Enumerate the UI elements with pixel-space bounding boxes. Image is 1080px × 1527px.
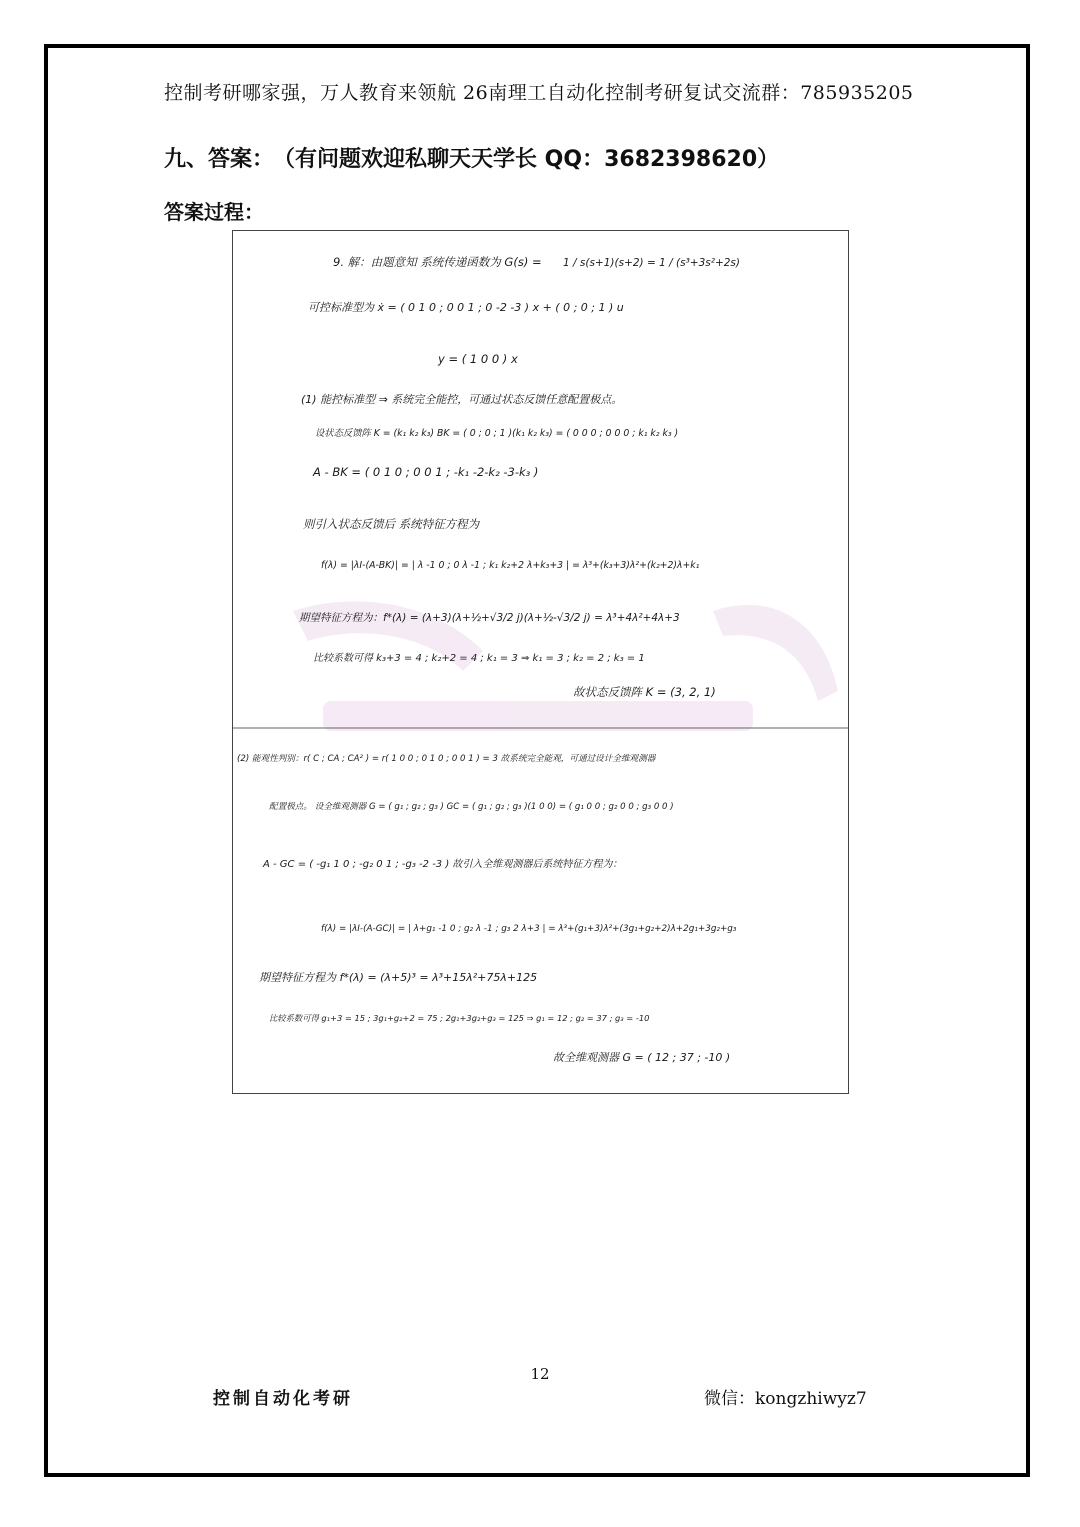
- section-heading: 九、答案：: [164, 147, 275, 172]
- p1-line-01b: 1 / s(s+1)(s+2) = 1 / (s³+3s²+2s): [563, 257, 740, 269]
- p1-line-03: y = ( 1 0 0 ) x: [438, 352, 518, 366]
- p1-line-02: 可控标准型为 ẋ = ( 0 1 0 ; 0 0 1 ; 0 -2 -3 ) x + ( 0 ; 0 ; 1 ) u: [308, 301, 624, 314]
- footer-wechat: 微信：kongzhiwyz7: [704, 1389, 867, 1409]
- p1-line-08: f(λ) = |λI-(A-BK)| = | λ -1 0 ; 0 λ -1 ; k₁ k₂+2 λ+k₃+3 | = λ³+(k₃+3)λ²+(k₂+2)λ+k₁: [321, 560, 700, 571]
- p2-line-04: f(λ) = |λI-(A-GC)| = | λ+g₁ -1 0 ; g₂ λ -1 ; g₃ 2 λ+3 | = λ³+(g₁+3)λ²+(3g₁+g₂+2)λ+2g₁+3g₂+g₃: [321, 924, 737, 934]
- p1-line-01: 9. 解：由题意知 系统传递函数为 G(s) =: [333, 255, 542, 269]
- p1-line-07: 则引入状态反馈后 系统特征方程为: [303, 517, 480, 531]
- p1-line-11: 故状态反馈阵 K = (3, 2, 1): [573, 685, 716, 699]
- solution-canvas: [233, 231, 849, 1094]
- p1-line-09: 期望特征方程为：f*(λ) = (λ+3)(λ+½+√3/2 j)(λ+½-√3/2 j) = λ³+4λ²+4λ+3: [299, 612, 680, 624]
- p2-line-01: (2) 能观性判别：r( C ; CA ; CA² ) = r( 1 0 0 ; 0 1 0 ; 0 0 1 ) = 3 故系统完全能观，可通过设计全维观测器: [237, 754, 656, 764]
- page-number: 12: [530, 1365, 550, 1383]
- p2-line-07: 故全维观测器 G = ( 12 ; 37 ; -10 ): [553, 1051, 731, 1064]
- p2-line-06: 比较系数可得 g₁+3 = 15 ; 3g₁+g₂+2 = 75 ; 2g₁+3g₂+g₃ = 125 ⇒ g₁ = 12 ; g₂ = 37 ; g₃ = -10: [269, 1013, 650, 1023]
- p2-line-05: 期望特征方程为 f*(λ) = (λ+5)³ = λ³+15λ²+75λ+125: [259, 971, 538, 984]
- answer-process-label: 答案过程：: [164, 200, 264, 224]
- footer-brand: 控制自动化考研: [213, 1389, 353, 1409]
- contact-note: （有问题欢迎私聊天天学长 QQ：3682398620）: [284, 147, 780, 172]
- p1-line-05: 设状态反馈阵 K = (k₁ k₂ k₃) BK = ( 0 ; 0 ; 1 )(k₁ k₂ k₃) = ( 0 0 0 ; 0 0 0 ; k₁ k₂ k₃ ): [315, 428, 679, 439]
- header-text: 控制考研哪家强，万人教育来领航 26南理工自动化控制考研复试交流群：785935205: [164, 82, 914, 104]
- handwritten-solution-image: [232, 230, 849, 1094]
- p1-line-10: 比较系数可得 k₃+3 = 4 ; k₂+2 = 4 ; k₁ = 3 ⇒ k₁ = 3 ; k₂ = 2 ; k₃ = 1: [313, 653, 645, 664]
- p2-line-02: 配置极点。 设全维观测器 G = ( g₁ ; g₂ ; g₃ ) GC = ( g₁ ; g₂ ; g₃ )(1 0 0) = ( g₁ 0 0 ; g₂ 0 0 ; g₃ 0 0 ): [269, 802, 674, 812]
- section-title: [164, 142, 779, 173]
- p1-line-04: (1) 能控标准型 ⇒ 系统完全能控，可通过状态反馈任意配置极点。: [301, 393, 623, 406]
- p2-line-03: A - GC = ( -g₁ 1 0 ; -g₂ 0 1 ; -g₃ -2 -3 ) 故引入全维观测器后系统特征方程为：: [263, 859, 623, 870]
- p1-line-06: A - BK = ( 0 1 0 ; 0 0 1 ; -k₁ -2-k₂ -3-k₃ ): [313, 465, 539, 479]
